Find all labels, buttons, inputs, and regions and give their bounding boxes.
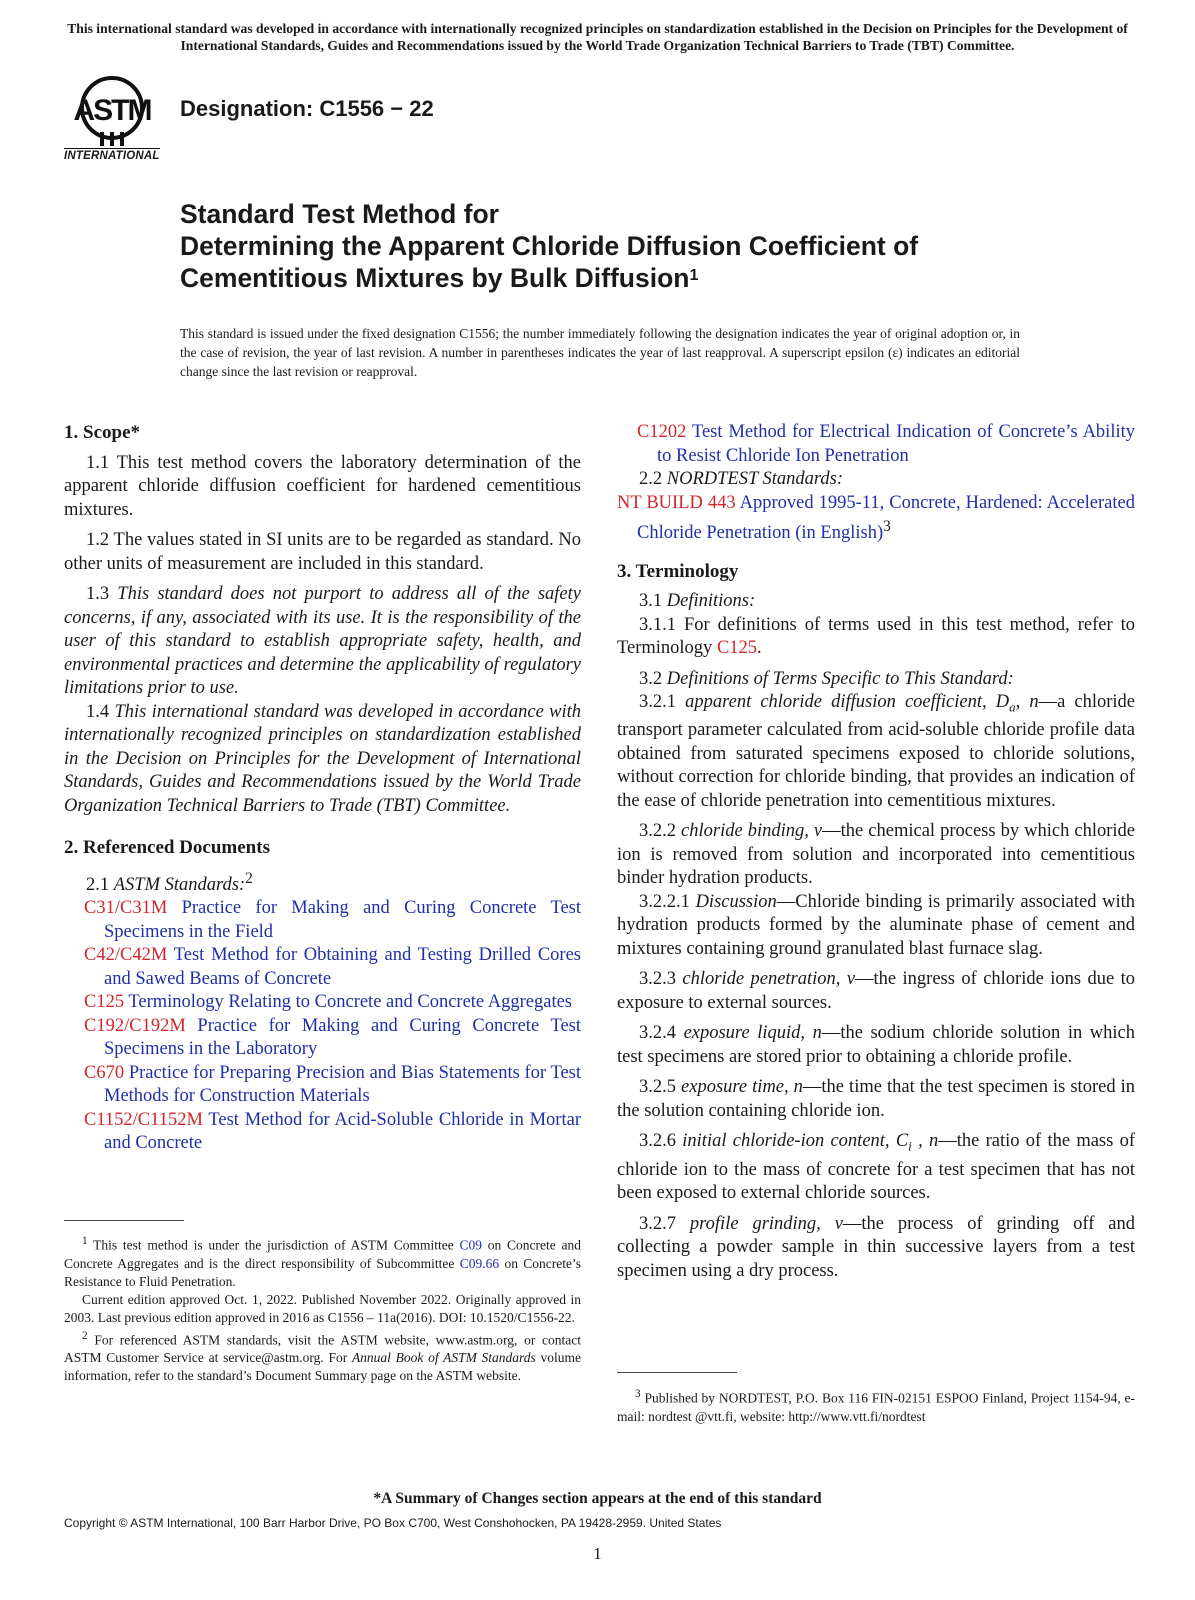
- def-term: exposure liquid, n: [683, 1023, 822, 1044]
- astm-logo: [64, 70, 164, 166]
- reference-item: [64, 944, 581, 991]
- footnote-2: [64, 1327, 581, 1386]
- scope-1-3-num: 1.3: [86, 584, 110, 604]
- reference-code-link[interactable]: C192/C192M: [84, 1015, 186, 1036]
- nordtest-label: [617, 468, 1135, 492]
- summary-notice: *A Summary of Changes section appears at the end of this standard: [373, 1490, 822, 1507]
- def-text: —a chloride transport parameter calculated from acid-soluble chloride profile data obtained from saturated specimens exposed to chloride solutions, without correction for chloride binding, that provides an indication of the ease of chloride penetration into cementitious mixtures.: [617, 692, 1136, 811]
- definition-3-2-4: [617, 1022, 1135, 1069]
- def-term: apparent chloride diffusion coefficient, D: [685, 692, 1010, 713]
- def-text: —the ingress of chloride ions due to exposure to external sources.: [617, 969, 1135, 1013]
- c125-link[interactable]: C125: [716, 638, 758, 659]
- reference-title-link[interactable]: Test Method for Obtaining and Testing Drilled Cores and Sawed Beams of Concrete: [104, 945, 581, 989]
- def-term: initial chloride-ion content, C: [682, 1131, 909, 1152]
- term-3-1-1: [617, 614, 1135, 661]
- astm-label-sup: 2: [245, 869, 253, 887]
- def-num: 3.2.6: [639, 1131, 676, 1152]
- term-3-1: [617, 590, 1135, 614]
- reference-item: [617, 421, 1135, 468]
- def-num: 3.2.1: [639, 692, 676, 713]
- reference-title-link[interactable]: Practice for Preparing Precision and Bias Statements for Test Methods for Construction Materials: [104, 1062, 582, 1107]
- logo-wordmark: ASTM: [73, 94, 151, 127]
- reference-title-link[interactable]: Practice for Making and Curing Concrete Test Specimens in the Field: [104, 898, 582, 942]
- reference-code-link[interactable]: C1152/C1152M: [84, 1109, 203, 1130]
- definition-3-2-7: [617, 1213, 1135, 1284]
- reference-list-continued: [617, 421, 1135, 468]
- references-heading: 2. Referenced Documents: [64, 837, 270, 858]
- term-3-1-1-text: 3.1.1 For definitions of terms used in this test method, refer to Terminology: [617, 614, 1135, 659]
- astm-standards-label: [64, 867, 581, 898]
- c09-link[interactable]: C09: [459, 1237, 483, 1253]
- title-line-3-text: Cementitious Mixtures by Bulk Diffusion: [180, 263, 690, 293]
- reference-code-link[interactable]: C670: [84, 1062, 125, 1083]
- definition-3-2-5: [617, 1076, 1135, 1123]
- def-text: —Chloride binding is primarily associated with hydration products formed by the aluminate phase of cement and mixtures containing ground granulated blast furnace slag.: [617, 891, 1136, 959]
- definition-3-2-3: [617, 968, 1135, 1015]
- page-number: 1: [593, 1544, 602, 1563]
- reference-code-link[interactable]: C1202: [637, 422, 687, 442]
- def-term: chloride penetration, v: [682, 969, 856, 990]
- reference-title-link[interactable]: Terminology Relating to Concrete and Concrete Aggregates: [128, 992, 572, 1013]
- title-line-2: Determining the Apparent Chloride Diffusion Coefficient of: [180, 231, 919, 261]
- nordtest-label-text: NORDTEST Standards:: [666, 469, 844, 489]
- term-3-1-text: Definitions:: [666, 591, 756, 612]
- astm-label-text: ASTM Standards:: [113, 874, 246, 895]
- def-pos: , n: [1015, 692, 1039, 713]
- footnotes-right: [617, 1385, 1135, 1426]
- issued-note: This standard is issued under the fixed designation C1556; the number immediately following the designation indicates the year of original adoption or, in the case of revision, the year of last revision. A number in parentheses indicates the year of last reapproval. A superscript epsilon (ε) indicates an editorial change since the last revision or reapproval.: [180, 326, 1020, 379]
- def-text: —the ratio of the mass of chloride ion to the mass of concrete for a test specimen that has not been exposed to external chloride sources.: [617, 1131, 1136, 1204]
- reference-item: [64, 1062, 581, 1109]
- term-3-1-num: 3.1: [639, 591, 663, 612]
- copyright: Copyright © ASTM International, 100 Barr Harbor Drive, PO Box C700, West Conshohocken, PA 19428-2959. United States: [64, 1516, 722, 1530]
- scope-1-4: [64, 701, 581, 819]
- title-line-1: Standard Test Method for: [180, 199, 499, 229]
- footnote-rule-right: [617, 1372, 737, 1373]
- terminology-heading: 3. Terminology: [617, 560, 739, 582]
- footnote-3-mark: 3: [635, 1388, 641, 1400]
- footnotes-left: [64, 1232, 581, 1385]
- reference-list: [64, 897, 581, 1156]
- definition-3-2-1: [617, 691, 1135, 813]
- nordtest-item: [617, 492, 1135, 546]
- definition-3-2-6: [617, 1130, 1135, 1205]
- astm-label-num: 2.1: [86, 874, 110, 895]
- def-num: 3.2.2: [639, 821, 676, 842]
- footnote-2-italic: Annual Book of ASTM Standards: [351, 1350, 536, 1365]
- logo-subtitle: INTERNATIONAL: [64, 150, 160, 162]
- def-term: exposure time, n: [681, 1077, 803, 1098]
- reference-item: [64, 897, 581, 944]
- header-notice: This international standard was developed in accordance with internationally recognized principles on standardization established in the Decision on Principles for the Development of International Standards, Guides and Recommendations issued by the World Trade Organization Technical Barriers to Trade (TBT) Committee.: [67, 21, 1128, 53]
- scope-heading: 1. Scope*: [64, 422, 140, 443]
- def-num: 3.2.5: [639, 1077, 676, 1098]
- reference-item: [64, 1015, 581, 1062]
- title-line-3: [180, 262, 1120, 294]
- nordtest-sup: 3: [883, 518, 891, 535]
- reference-item: [64, 991, 581, 1015]
- def-num: 3.2.2.1: [639, 891, 690, 912]
- term-3-2-num: 3.2: [639, 668, 663, 689]
- scope-1-1: 1.1 This test method covers the laboratory determination of the apparent chloride diffusion coefficient for hardened cementitious mixtures.: [64, 452, 581, 520]
- def-text: —the chemical process by which chloride ion is removed from solution and incorporated into cementitious binder hydration products.: [617, 821, 1135, 889]
- right-column: [617, 421, 1135, 1283]
- reference-title-link[interactable]: Practice for Making and Curing Concrete Test Specimens in the Laboratory: [104, 1015, 582, 1060]
- def-num: 3.2.7: [639, 1213, 676, 1234]
- def-term: chloride binding, v: [681, 821, 823, 842]
- footnote-1-c: on Concrete’s Resistance to Fluid Penetration.: [64, 1255, 582, 1289]
- definition-3-2-2-1: [617, 891, 1135, 962]
- nordtest-title-link[interactable]: Approved 1995-11, Concrete, Hardened: Accelerated Chloride Penetration (in English): [637, 492, 1135, 544]
- def-term: profile grinding, v: [689, 1213, 843, 1234]
- scope-1-2: 1.2 The values stated in SI units are to be regarded as standard. No other units of measurement are included in this standard.: [64, 530, 581, 574]
- designation: Designation: C1556 − 22: [180, 96, 434, 121]
- term-3-1-1-end: .: [757, 638, 762, 659]
- reference-code-link[interactable]: C31/C31M: [84, 898, 168, 919]
- term-3-2: [617, 668, 1135, 692]
- reference-code-link[interactable]: C42/C42M: [84, 945, 168, 966]
- def-text: —the sodium chloride solution in which test specimens are stored prior to obtaining a chloride profile.: [617, 1023, 1135, 1067]
- footnote-1: [64, 1232, 581, 1291]
- c09-66-link[interactable]: C09.66: [459, 1255, 500, 1271]
- footnote-2-b: volume information, refer to the standard’s Document Summary page on the ASTM website.: [64, 1350, 582, 1383]
- left-column: [64, 421, 581, 1156]
- def-pos: , n: [911, 1131, 939, 1152]
- def-text: —the time that the test specimen is stored in the solution containing chloride ion.: [617, 1077, 1135, 1121]
- nordtest-label-num: 2.2: [639, 469, 663, 489]
- definition-3-2-2: [617, 820, 1135, 891]
- footnote-3-text: Published by NORDTEST, P.O. Box 116 FIN-02151 ESPOO Finland, Project 1154-94, e-mail: nordtest @vtt.fi, website: http://www.vtt.fi/nordtest: [617, 1390, 1136, 1424]
- scope-1-3: [64, 583, 581, 701]
- footnote-1-b: on Concrete and Concrete Aggregates and is the direct responsibility of Subcommittee: [64, 1237, 581, 1271]
- page-title: [180, 198, 1120, 294]
- footnote-1-mark: 1: [82, 1235, 88, 1247]
- footnote-1-a: This test method is under the jurisdiction of ASTM Committee: [93, 1237, 454, 1253]
- def-text: —the process of grinding off and collecting a powder sample in thin successive layers from a test specimen using a dry process.: [617, 1213, 1136, 1281]
- reference-item: [64, 1109, 581, 1156]
- def-num: 3.2.3: [639, 969, 676, 990]
- scope-1-4-num: 1.4: [86, 701, 110, 722]
- title-footnote-mark: 1: [689, 267, 699, 284]
- footnote-rule-left: [64, 1220, 184, 1221]
- def-sub: a: [1009, 699, 1016, 715]
- scope-1-3-text: This standard does not purport to address all of the safety concerns, if any, associated with its use. It is the responsibility of the user of this standard to establish appropriate safety, health, and environmental practices and determine the applicability of regulatory limitations prior to use.: [64, 584, 581, 698]
- footnote-2-a: For referenced ASTM standards, visit the ASTM website, www.astm.org, or contact ASTM Customer Service at service@astm.org. For: [64, 1332, 582, 1365]
- nordtest-code-link[interactable]: NT BUILD 443: [617, 492, 736, 513]
- scope-1-4-text: This international standard was developed in accordance with internationally recognized principles on standardization established in the Decision on Principles for the Development of International Standards, Guides and Recommendations issued by the World Trade Organization Technical Barriers to Trade (TBT) Committee.: [64, 701, 582, 816]
- reference-title-link[interactable]: Test Method for Acid-Soluble Chloride in Mortar and Concrete: [104, 1109, 581, 1154]
- reference-title-link[interactable]: Test Method for Electrical Indication of Concrete’s Ability to Resist Chloride Ion Penetration: [657, 422, 1135, 466]
- footnote-1-edition: Current edition approved Oct. 1, 2022. Published November 2022. Originally approved in 2003. Last previous edition approved in 2016 as C1556 – 11a(2016). DOI: 10.1520/C1556-22.: [64, 1291, 581, 1325]
- footnote-3: [617, 1385, 1135, 1426]
- term-3-2-text: Definitions of Terms Specific to This Standard:: [666, 668, 1014, 689]
- reference-code-link[interactable]: C125: [84, 992, 125, 1013]
- def-num: 3.2.4: [639, 1023, 676, 1044]
- def-sub: i: [908, 1139, 912, 1155]
- def-term: Discussion: [695, 891, 777, 912]
- footnote-2-mark: 2: [82, 1329, 88, 1342]
